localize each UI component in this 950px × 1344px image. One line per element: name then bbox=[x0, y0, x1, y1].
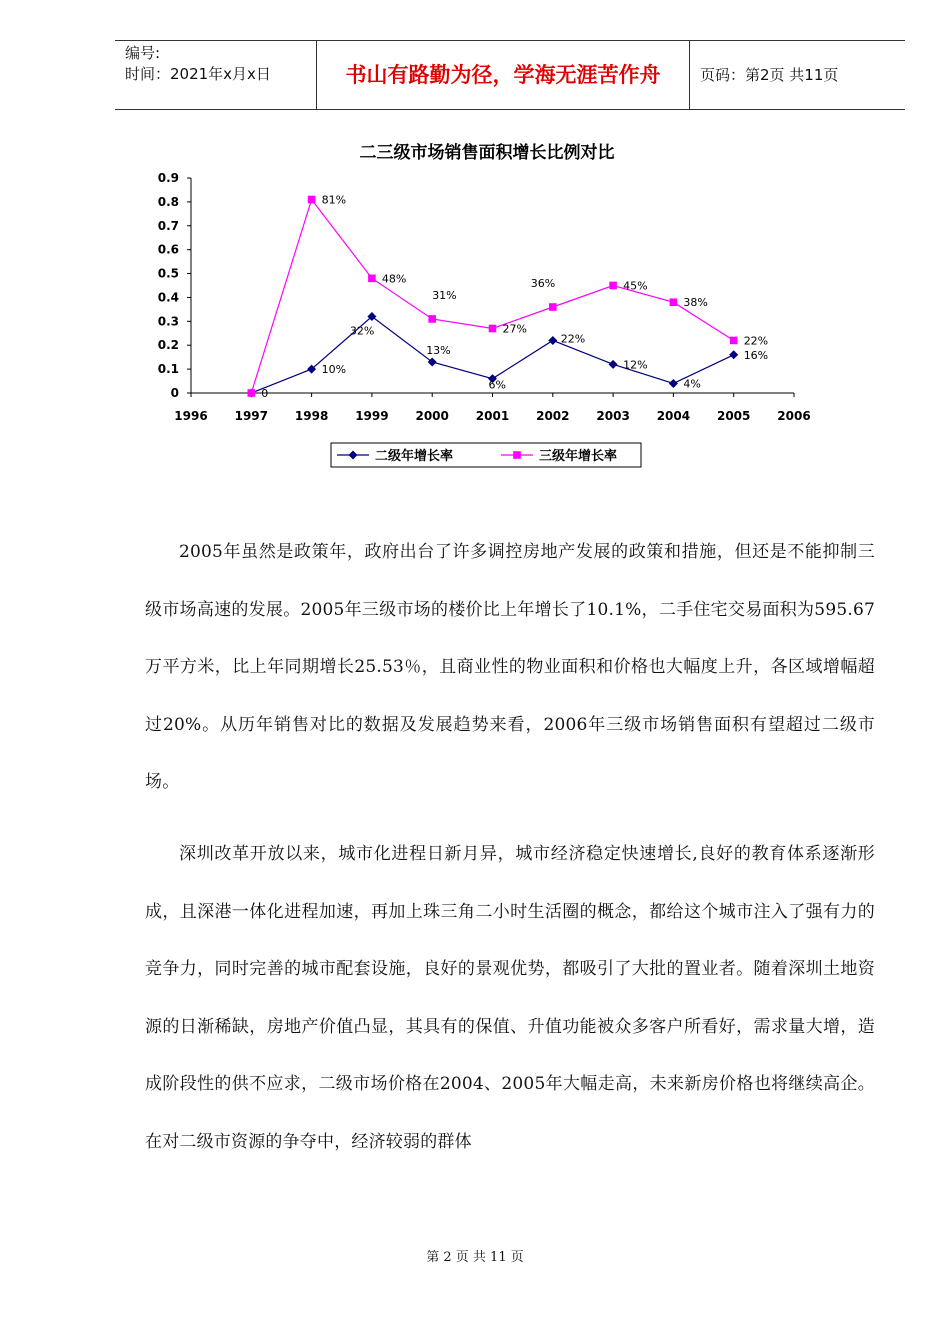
data-point-square bbox=[368, 275, 376, 283]
legend-label: 二级年增长率 bbox=[375, 449, 454, 464]
x-tick-label: 2004 bbox=[656, 409, 691, 423]
data-label: 16% bbox=[743, 348, 769, 362]
chart-svg bbox=[145, 130, 825, 480]
x-tick-label: 1997 bbox=[234, 409, 269, 423]
data-label: 45% bbox=[623, 279, 648, 293]
data-label: 13% bbox=[426, 343, 451, 357]
data-point-diamond bbox=[428, 357, 437, 366]
y-tick-label: 0.8 bbox=[157, 194, 179, 209]
time-label: 时间：2021年x月x日 bbox=[125, 65, 271, 83]
data-label: 36% bbox=[530, 277, 556, 290]
data-label: 10% bbox=[321, 363, 347, 377]
y-tick-label: 0.3 bbox=[157, 314, 179, 329]
data-label: 32% bbox=[349, 324, 375, 338]
data-point-square bbox=[308, 196, 316, 204]
page-header bbox=[115, 40, 905, 110]
body-paragraph-2 bbox=[145, 826, 875, 1172]
y-tick-label: 0.5 bbox=[157, 266, 179, 281]
paragraph-text: 2005年虽然是政策年，政府出台了许多调控房地产发展的政策和措施，但还是不能抑制三级市场高速的发展。2005年三级市场的楼价比上年增长了10.1%，二手住宅交易面积为595.67万平方米，比上年同期增长25.53％，且商业性的物业面积和价格也大幅度上升，各区域增幅超过20%。从历年销售对比的数据及发展趋势来看，2006年三级市场销售面积有望超过二级市场。 bbox=[145, 542, 875, 793]
y-tick-label: 0.1 bbox=[157, 362, 179, 377]
x-tick-label: 2002 bbox=[536, 409, 570, 423]
data-label: 81% bbox=[321, 193, 347, 207]
data-label: 6% bbox=[488, 378, 506, 392]
page-footer: 第 2 页 共 11 页 bbox=[426, 1250, 524, 1265]
data-point-diamond bbox=[609, 360, 618, 369]
chart-title: 二三级市场销售面积增长比例对比 bbox=[359, 143, 615, 163]
chart-series bbox=[247, 194, 768, 401]
x-tick-label: 1996 bbox=[174, 409, 208, 423]
y-tick-label: 0.4 bbox=[157, 290, 179, 305]
x-tick-label: 1998 bbox=[294, 409, 329, 423]
paragraph-text: 深圳改革开放以来，城市化进程日新月异，城市经济稳定快速增长,良好的教育体系逐渐形成，且深港一体化进程加速，再加上珠三角二小时生活圈的概念，都给这个城市注入了强有力的竞争力，同时完善的城市配套设施，良好的景观优势，都吸引了大批的置业者。随着深圳土地资源的日渐稀缺，房地产价值凸显，其具有的保值、升值功能被众多客户所看好，需求量大增，造成阶段性的供不应求，二级市场价格在2004、2005年大幅走高，未来新房价格也将继续高企。在对二级市资源的争夺中，经济较弱的群体 bbox=[145, 844, 875, 1152]
data-point-square bbox=[513, 451, 521, 459]
y-tick-label: 0 bbox=[170, 386, 179, 400]
data-point-diamond bbox=[669, 379, 678, 388]
data-point-square bbox=[489, 325, 497, 333]
data-label: 4% bbox=[683, 377, 701, 391]
chart-legend bbox=[331, 443, 641, 467]
y-tick-label: 0.6 bbox=[157, 242, 179, 257]
y-tick-label: 0.2 bbox=[157, 338, 179, 353]
data-label: 22% bbox=[560, 332, 586, 346]
header-page-info: 页码：第2页 共11页 bbox=[700, 66, 839, 84]
data-label: 12% bbox=[623, 358, 648, 372]
data-point-square bbox=[670, 298, 678, 306]
header-motto: 书山有路勤为径，学海无涯苦作舟 bbox=[317, 41, 690, 109]
data-label: 22% bbox=[743, 334, 769, 348]
data-point-square bbox=[549, 303, 557, 311]
data-label: 0 bbox=[261, 387, 269, 400]
y-tick-label: 0.9 bbox=[157, 171, 179, 185]
x-tick-label: 2005 bbox=[716, 409, 751, 423]
serial-number-label: 编号: bbox=[125, 44, 161, 62]
growth-comparison-chart bbox=[145, 130, 825, 480]
header-left-cell bbox=[115, 41, 317, 109]
x-tick-label: 1999 bbox=[355, 409, 389, 423]
chart-axes bbox=[158, 171, 811, 423]
data-point-diamond bbox=[548, 336, 557, 345]
data-point-square bbox=[428, 315, 436, 323]
data-point-diamond bbox=[729, 350, 738, 359]
data-point-square bbox=[609, 282, 617, 290]
data-label: 27% bbox=[502, 322, 527, 336]
x-tick-label: 2000 bbox=[415, 409, 449, 423]
data-label: 48% bbox=[381, 272, 407, 286]
body-paragraph-1 bbox=[145, 524, 875, 812]
x-tick-label: 2006 bbox=[777, 409, 811, 423]
data-label: 38% bbox=[683, 296, 708, 310]
x-tick-label: 2003 bbox=[596, 409, 630, 423]
data-point-square bbox=[248, 389, 256, 397]
legend-label: 三级年增长率 bbox=[539, 449, 618, 464]
data-label: 31% bbox=[432, 288, 457, 302]
data-point-square bbox=[730, 337, 738, 345]
x-tick-label: 2001 bbox=[475, 409, 510, 423]
y-tick-label: 0.7 bbox=[157, 218, 179, 233]
